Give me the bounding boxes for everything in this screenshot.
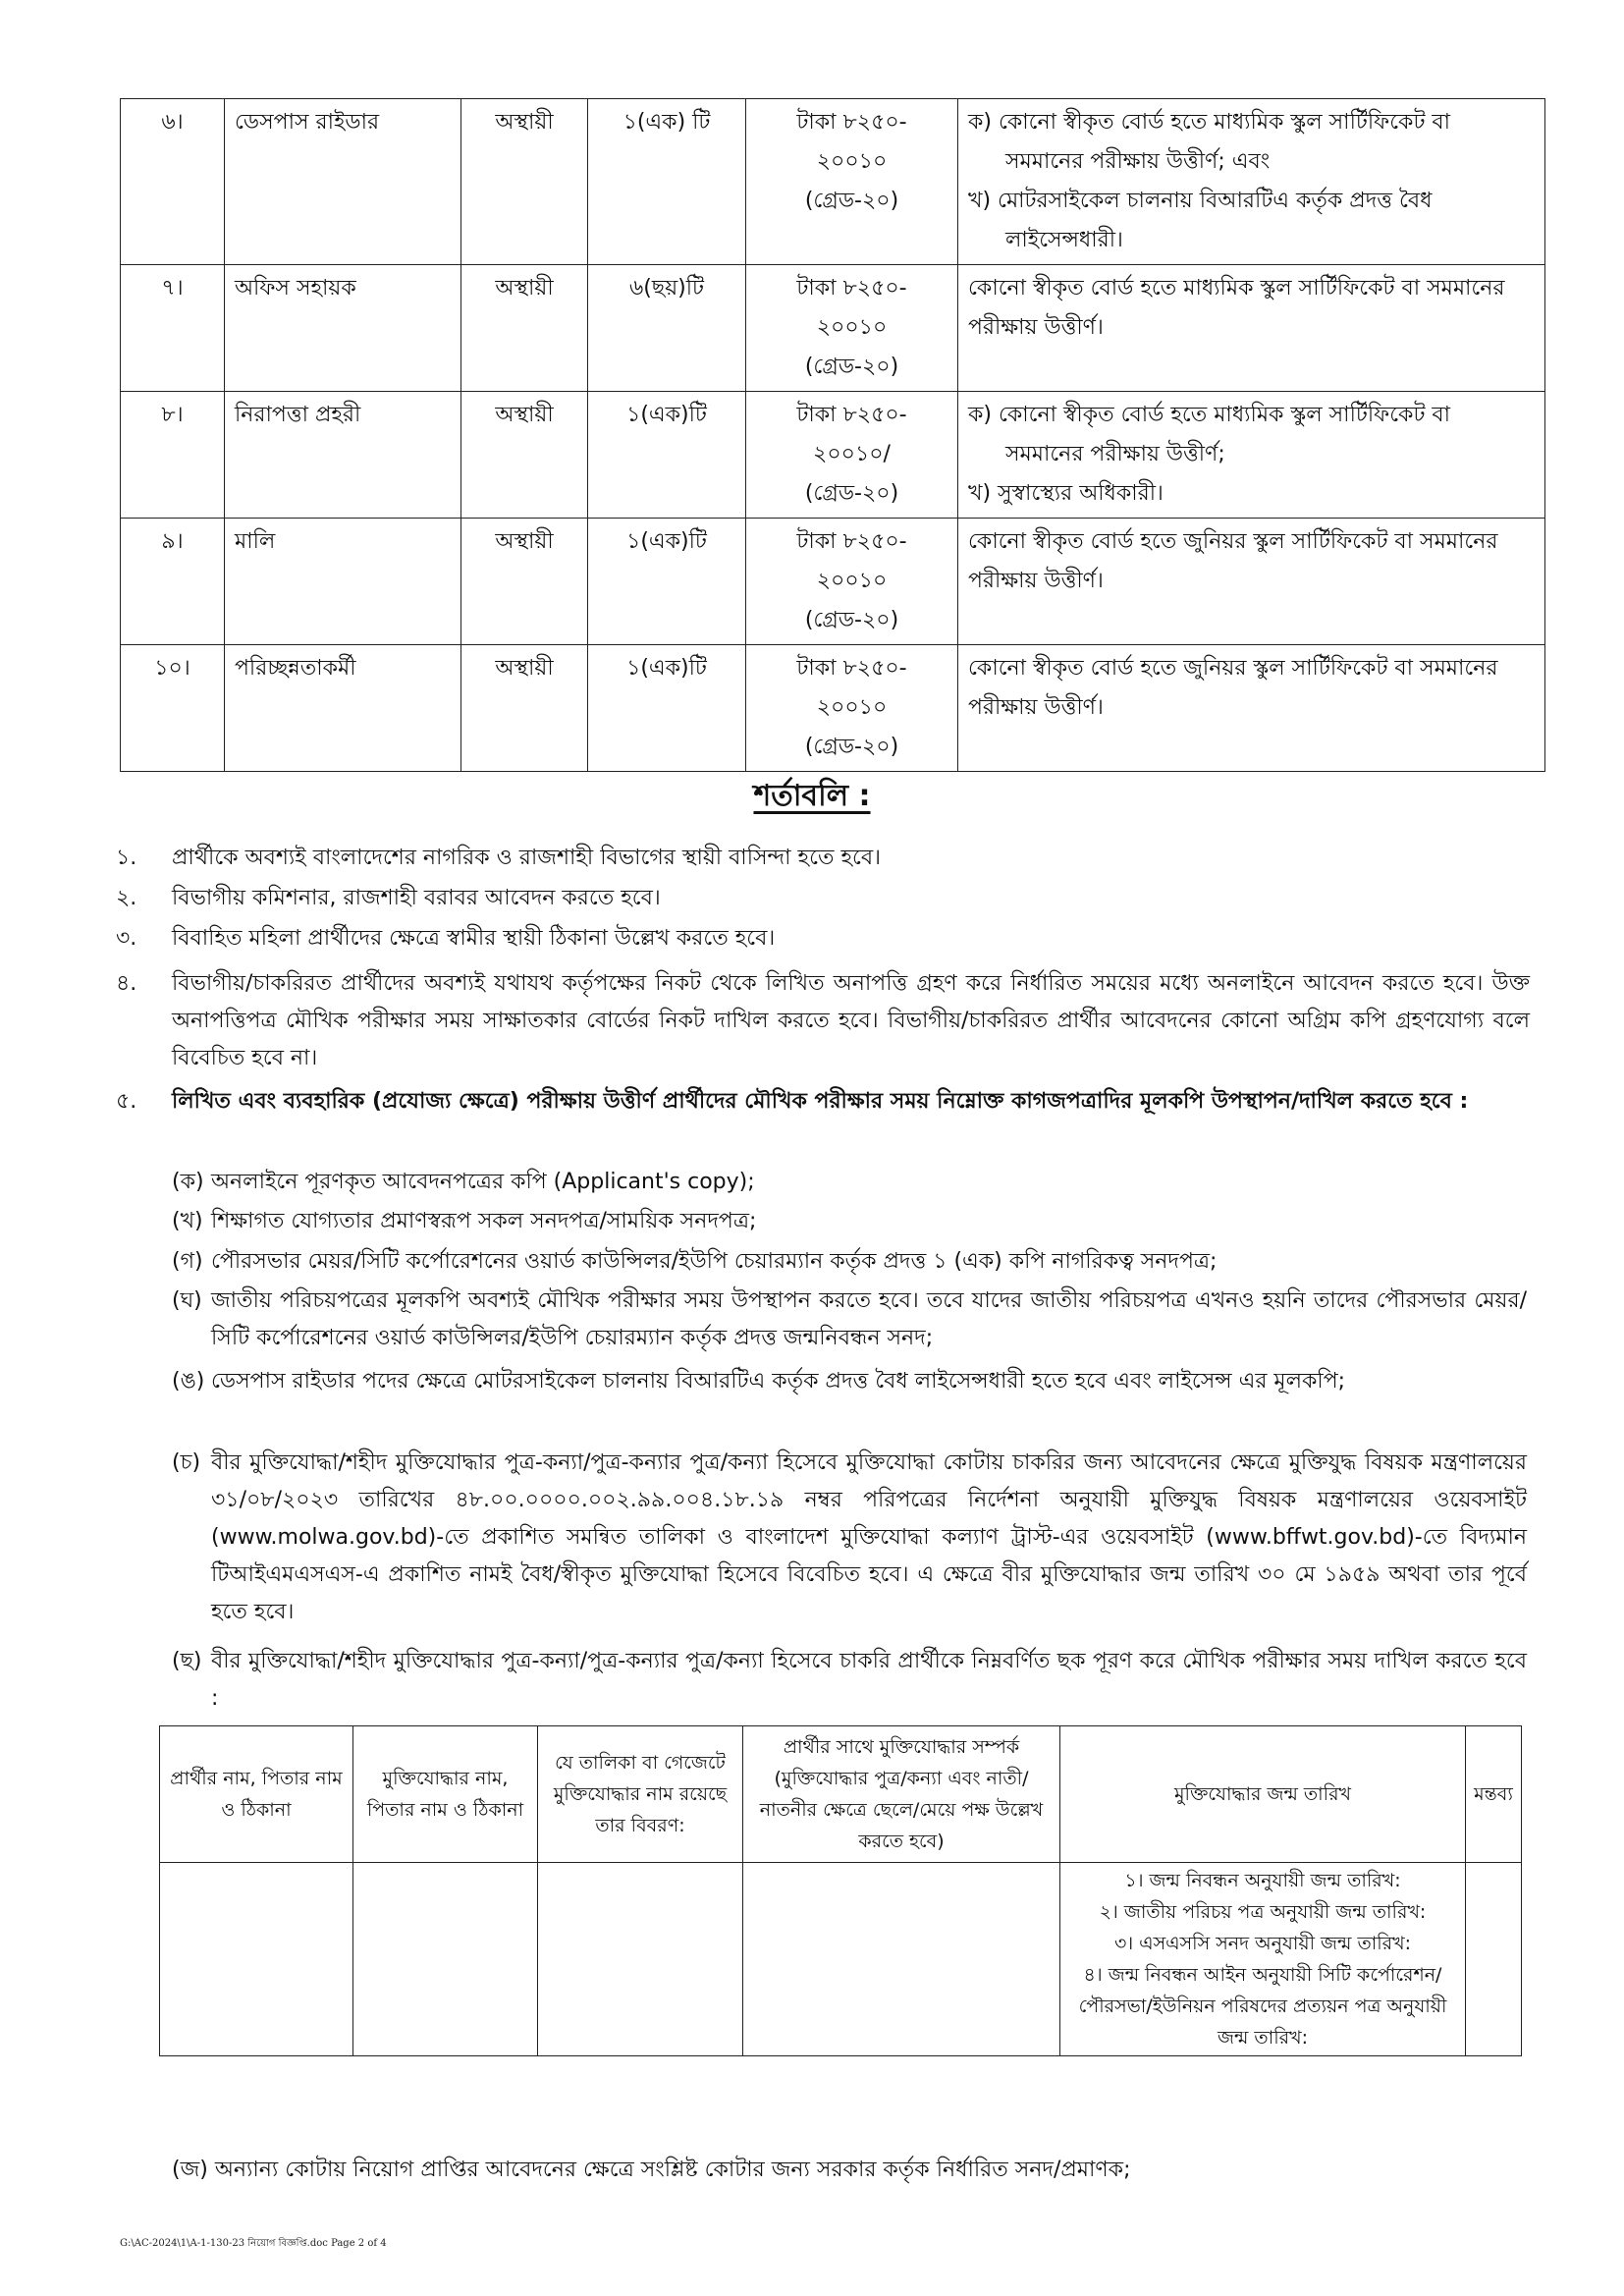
post-serial: ১০।: [121, 645, 225, 772]
document-subitem: [172, 1203, 1527, 1240]
table-row: [121, 99, 1545, 265]
document-subitem: [172, 1164, 1527, 1201]
post-type: অস্থায়ী: [461, 99, 588, 265]
subitem-text: শিক্ষাগত যোগ্যতার প্রমাণস্বরূপ সকল সনদপত্র/সাময়িক সনদপত্র;: [211, 1209, 757, 1233]
document-subitem: [172, 1283, 1527, 1357]
condition-text: প্রার্থীকে অবশ্যই বাংলাদেশের নাগরিক ও রাজশাহী বিভাগের স্থায়ী বাসিন্দা হতে হবে।: [172, 846, 881, 870]
pay-line: ২০০১০: [816, 149, 888, 174]
table-cell-empty: [1466, 1863, 1522, 2056]
conditions-heading-text: শর্তাবলি :: [753, 779, 871, 813]
qualification-line: কোনো স্বীকৃত বোর্ড হতে জুনিয়র স্কুল সার্টিফিকেট বা সমমানের: [968, 529, 1498, 554]
condition-number: ১.: [116, 846, 137, 870]
pay-line: (গ্রেড-২০): [804, 735, 899, 759]
qualification-line: লাইসেন্সধারী।: [1005, 228, 1123, 252]
post-count: ৬(ছয়)টি: [588, 265, 746, 392]
qualification-line: সমমানের পরীক্ষায় উত্তীর্ণ;: [1005, 442, 1225, 466]
dob-line: ১। জন্ম নিবন্ধন অনুযায়ী জন্ম তারিখ:: [1124, 1870, 1401, 1891]
condition-number: ২.: [116, 886, 137, 910]
dob-line: ৩। এসএসসি সনদ অনুযায়ী জন্ম তারিখ:: [1113, 1933, 1411, 1954]
condition-text: লিখিত এবং ব্যবহারিক (প্রযোজ্য ক্ষেত্রে) পরীক্ষায় উত্তীর্ণ প্রার্থীদের মৌখিক পরীক্ষার সময় নিম্নোক্ত কাগজপত্রাদির মূলকপি উপস্থাপন/দাখিল করতে হবে :: [172, 1089, 1469, 1114]
pay-line: (গ্রেড-২০): [804, 608, 899, 632]
qualification-line: পরীক্ষায় উত্তীর্ণ।: [968, 695, 1104, 720]
post-count: ১(এক) টি: [588, 99, 746, 265]
pay-line: ২০০১০: [816, 315, 888, 340]
pay-line: ২০০১০: [816, 569, 888, 593]
qualification-line: পরীক্ষায় উত্তীর্ণ।: [968, 569, 1104, 593]
post-type: অস্থায়ী: [461, 265, 588, 392]
condition-number: ৩.: [116, 926, 137, 951]
dob-line: ৪। জন্ম নিবন্ধন আইন অনুযায়ী সিটি কর্পোরেশন/পৌরসভা/ইউনিয়ন পরিষদের প্রত্যয়ন পত্র অনুযায়ী জন্ম তারিখ:: [1078, 1964, 1447, 2049]
document-subitem: [172, 1445, 1527, 1631]
table-header-cell: প্রার্থীর সাথে মুক্তিযোদ্ধার সম্পর্ক (মুক্তিযোদ্ধার পুত্র/কন্যা এবং নাতী/নাতনীর ক্ষেত্রে ছেলে/মেয়ে পক্ষ উল্লেখ করতে হবে): [743, 1726, 1060, 1863]
qualification-line: পরীক্ষায় উত্তীর্ণ।: [968, 315, 1104, 340]
dob-cell: [1060, 1863, 1466, 2056]
subitem-label: (ক): [172, 1170, 204, 1194]
condition-item: [116, 880, 1530, 917]
pay-line: (গ্রেড-২০): [804, 481, 899, 506]
qualification-line: খ) মোটরসাইকেল চালনায় বিআরটিএ কর্তৃক প্রদত্ত বৈধ: [968, 189, 1433, 213]
post-name: অফিস সহায়ক: [225, 265, 461, 392]
subitem-text: ডেসপাস রাইডার পদের ক্ষেত্রে মোটরসাইকেল চালনায় বিআরটিএ কর্তৃক প্রদত্ত বৈধ লাইসেন্সধারী হতে হবে এবং লাইসেন্স এর মূলকপি;: [211, 1369, 1346, 1394]
table-header-cell: মন্তব্য: [1466, 1726, 1522, 1863]
post-qualification: [958, 392, 1545, 519]
table-row: [121, 392, 1545, 519]
table-cell-empty: [743, 1863, 1060, 2056]
post-pay-scale: [746, 265, 958, 392]
pay-line: টাকা ৮২৫০-: [796, 276, 907, 301]
table-cell-empty: [353, 1863, 538, 2056]
table-cell-empty: [160, 1863, 353, 2056]
post-type: অস্থায়ী: [461, 519, 588, 645]
condition-item: [116, 1083, 1530, 1121]
conditions-heading: [0, 772, 1624, 822]
qualification-line: ক) কোনো স্বীকৃত বোর্ড হতে মাধ্যমিক স্কুল সার্টিফিকেট বা: [968, 403, 1451, 427]
subitem-text: পৌরসভার মেয়র/সিটি কর্পোরেশনের ওয়ার্ড কাউন্সিলর/ইউপি চেয়ারম্যান কর্তৃক প্রদত্ত ১ (এক) কপি নাগরিকত্ব সনদপত্র;: [211, 1249, 1218, 1274]
post-qualification: [958, 519, 1545, 645]
document-subitem: [172, 2153, 1130, 2189]
table-row: [160, 1863, 1522, 2056]
condition-number: ৪.: [116, 971, 137, 996]
qualification-line: কোনো স্বীকৃত বোর্ড হতে মাধ্যমিক স্কুল সার্টিফিকেট বা সমমানের: [968, 276, 1505, 301]
post-count: ১(এক)টি: [588, 645, 746, 772]
pay-line: টাকা ৮২৫০-: [796, 529, 907, 554]
condition-item: [116, 840, 1530, 877]
table-header-row: [160, 1726, 1522, 1863]
subitem-text: বীর মুক্তিযোদ্ধা/শহীদ মুক্তিযোদ্ধার পুত্র-কন্যা/পুত্র-কন্যার পুত্র/কন্যা হিসেবে মুক্তিযোদ্ধা কোটায় চাকরির জন্য আবেদনের ক্ষেত্রে মুক্তিযুদ্ধ বিষয়ক মন্ত্রণালয়ের ৩১/০৮/২০২৩ তারিখের ৪৮.০০.০০০০.০০২.৯৯.০০৪.১৮.১৯ নম্বর পরিপত্রের নির্দেশনা অনুযায়ী মুক্তিযুদ্ধ বিষয়ক মন্ত্রণালয়ের ওয়েবসাইট (www.molwa.gov.bd)-তে প্রকাশিত সমন্বিত তালিকা ও বাংলাদেশ মুক্তিযোদ্ধা কল্যাণ ট্রাস্ট-এর ওয়েবসাইট (www.bffwt.gov.bd)-তে বিদ্যমান টিআইএমএসএস-এ প্রকাশিত নামই বৈধ/স্বীকৃত মুক্তিযোদ্ধা হিসেবে বিবেচিত হবে। এ ক্ষেত্রে বীর মুক্তিযোদ্ধার জন্ম তারিখ ৩০ মে ১৯৫৯ অথবা তার পূর্বে হতে হবে।: [211, 1450, 1527, 1624]
document-subitem: [172, 1243, 1527, 1281]
condition-number: ৫.: [116, 1089, 137, 1114]
pay-line: (গ্রেড-২০): [804, 355, 899, 379]
table-header-cell: যে তালিকা বা গেজেটে মুক্তিযোদ্ধার নাম রয়েছে তার বিবরণ:: [538, 1726, 743, 1863]
post-serial: ৯।: [121, 519, 225, 645]
subitem-label: (খ): [172, 1209, 203, 1233]
condition-item: [116, 920, 1530, 957]
post-type: অস্থায়ী: [461, 392, 588, 519]
subitem-text: বীর মুক্তিযোদ্ধা/শহীদ মুক্তিযোদ্ধার পুত্র-কন্যা/পুত্র-কন্যার পুত্র/কন্যা হিসেবে চাকরি প্রার্থীকে নিম্নবর্ণিত ছক পূরণ করে মৌখিক পরীক্ষার সময় দাখিল করতে হবে :: [211, 1649, 1527, 1711]
table-cell-empty: [538, 1863, 743, 2056]
post-serial: ৬।: [121, 99, 225, 265]
subitem-label: (জ): [172, 2158, 208, 2182]
qualification-line: কোনো স্বীকৃত বোর্ড হতে জুনিয়র স্কুল সার্টিফিকেট বা সমমানের: [968, 656, 1498, 681]
freedom-fighter-form-table: [159, 1725, 1522, 2056]
dob-line: ২। জাতীয় পরিচয় পত্র অনুযায়ী জন্ম তারিখ:: [1099, 1901, 1427, 1923]
post-pay-scale: [746, 99, 958, 265]
condition-text: বিভাগীয় কমিশনার, রাজশাহী বরাবর আবেদন করতে হবে।: [172, 886, 661, 910]
subitem-label: (চ): [172, 1450, 201, 1475]
subitem-label: (ঙ): [172, 1369, 205, 1394]
subitem-text: জাতীয় পরিচয়পত্রের মূলকপি অবশ্যই মৌখিক পরীক্ষার সময় উপস্থাপন করতে হবে। তবে যাদের জাতীয় পরিচয়পত্র এখনও হয়নি তাদের পৌরসভার মেয়র/সিটি কর্পোরেশনের ওয়ার্ড কাউন্সিলর/ইউপি চেয়ারম্যান কর্তৃক প্রদত্ত জন্মনিবন্ধন সনদ;: [211, 1288, 1527, 1350]
pay-line: টাকা ৮২৫০-: [796, 403, 907, 427]
table-row: [121, 645, 1545, 772]
post-serial: ৮।: [121, 392, 225, 519]
pay-line: ২০০১০: [816, 695, 888, 720]
table-header-cell: প্রার্থীর নাম, পিতার নাম ও ঠিকানা: [160, 1726, 353, 1863]
qualification-line: ক) কোনো স্বীকৃত বোর্ড হতে মাধ্যমিক স্কুল সার্টিফিকেট বা: [968, 110, 1451, 135]
post-qualification: [958, 645, 1545, 772]
post-pay-scale: [746, 392, 958, 519]
table-header-cell: মুক্তিযোদ্ধার জন্ম তারিখ: [1060, 1726, 1466, 1863]
subitem-label: (ঘ): [172, 1288, 202, 1313]
document-subitem: [172, 1643, 1527, 1718]
posts-table: [120, 98, 1545, 772]
qualification-line: সমমানের পরীক্ষায় উত্তীর্ণ; এবং: [1005, 149, 1271, 174]
post-name: ডেসপাস রাইডার: [225, 99, 461, 265]
pay-line: টাকা ৮২৫০-: [796, 656, 907, 681]
subitem-text: অন্যান্য কোটায় নিয়োগ প্রাপ্তির আবেদনের ক্ষেত্রে সংশ্লিষ্ট কোটার জন্য সরকার কর্তৃক নির্ধারিত সনদ/প্রমাণক;: [214, 2158, 1131, 2182]
subitem-label: (গ): [172, 1249, 203, 1274]
post-name: পরিচ্ছন্নতাকর্মী: [225, 645, 461, 772]
condition-text: বিভাগীয়/চাকরিরত প্রার্থীদের অবশ্যই যথাযথ কর্তৃপক্ষের নিকট থেকে লিখিত অনাপত্তি গ্রহণ করে নির্ধারিত সময়ের মধ্যে অনলাইনে আবেদন করতে হবে। উক্ত অনাপত্তিপত্র মৌখিক পরীক্ষার সময় সাক্ষাতকার বোর্ডের নিকট দাখিল করতে হবে। বিভাগীয়/চাকরিরত প্রার্থীর আবেদনের কোনো অগ্রিম কপি গ্রহণযোগ্য বলে বিবেচিত হবে না।: [172, 971, 1530, 1070]
subitem-label: (ছ): [172, 1649, 202, 1673]
condition-text: বিবাহিত মহিলা প্রার্থীদের ক্ষেত্রে স্বামীর স্থায়ী ঠিকানা উল্লেখ করতে হবে।: [172, 926, 776, 951]
post-pay-scale: [746, 519, 958, 645]
post-count: ১(এক)টি: [588, 392, 746, 519]
post-name: মালি: [225, 519, 461, 645]
pay-line: টাকা ৮২৫০-: [796, 110, 907, 135]
post-count: ১(এক)টি: [588, 519, 746, 645]
table-row: [121, 265, 1545, 392]
subitem-text: অনলাইনে পূরণকৃত আবেদনপত্রের কপি (Applicant's copy);: [211, 1170, 755, 1194]
post-qualification: [958, 265, 1545, 392]
pay-line: (গ্রেড-২০): [804, 189, 899, 213]
document-subitem: [172, 1363, 1527, 1400]
post-serial: ৭।: [121, 265, 225, 392]
table-header-cell: মুক্তিযোদ্ধার নাম, পিতার নাম ও ঠিকানা: [353, 1726, 538, 1863]
post-type: অস্থায়ী: [461, 645, 588, 772]
post-pay-scale: [746, 645, 958, 772]
post-qualification: [958, 99, 1545, 265]
condition-item: [116, 965, 1530, 1077]
post-name: নিরাপত্তা প্রহরী: [225, 392, 461, 519]
footer-path: G:\AC-2024\1\A-1-130-23 নিয়োগ বিজ্ঞপ্তি.doc Page 2 of 4: [120, 2238, 387, 2249]
qualification-line: খ) সুস্বাস্থ্যের অধিকারী।: [968, 481, 1164, 506]
table-row: [121, 519, 1545, 645]
pay-line: ২০০১০/: [813, 442, 891, 466]
